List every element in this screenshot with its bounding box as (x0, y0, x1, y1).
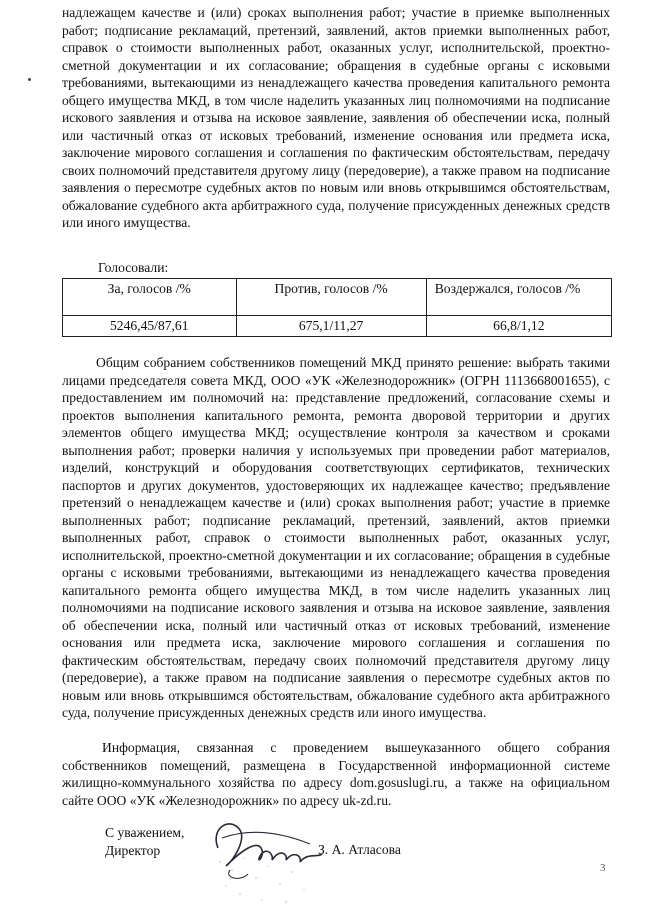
signatory-name: З. А. Атласова (318, 842, 401, 857)
value-abstained: 66,8/1,12 (426, 316, 611, 337)
scan-speck (28, 78, 31, 81)
paragraph-information: Информация, связанная с проведением вышеуказанного общего собрания собственников помещений, размещена в Государственной информационной системе жилищно-коммунального хозяйства по адресу dom.gosuslugi.ru, а также на официальном сайте ООО «УК «Железнодорожник» по адресу uk-zd.ru. (62, 740, 610, 808)
faint-stamp-impression (210, 850, 330, 910)
value-for: 5246,45/87,61 (63, 316, 237, 337)
closing-block (105, 824, 184, 860)
vote-results-table (62, 278, 612, 337)
paragraph-decision: Общим собранием собственников помещений МКД принято решение: выбрать такими лицами председателя совета МКД, ООО «УК «Железнодорожник» (ОГРН 1113668001655), с предоставлением им полномочий на: представление предложений, согласование схемы и проектов выполнения капитального ремонта, ремонта дворовой территории и других элементов общего имущества МКД; осуществление контроля за качеством и сроками выполнения работ; проверки наличия у используемых при проведении работ материалов, изделий, конструкций и оборудования соответствующих сертификатов, технических паспортов и других документов, удостоверяющих их надлежащее качество; предъявление претензий о ненадлежащем качестве и (или) сроках выполнения работ; участие в приемке выполненных работ; подписание рекламаций, претензий, заявлений, актов приемки выполненных работ, справок о стоимости выполненных работ, оказанных услуг, исполнительской, проектно-сметной документации и их согласование; обращения в судебные органы с исковыми требованиями, вытекающими из ненадлежащего качества проведения капитального ремонта общего имущества МКД, в том числе наделить указанных лиц полномочиями на подписание искового заявления и отзыва на исковое заявление, заявления об обеспечении иска, полный или частичный отказ от исковых требований, изменение основания или предмета иска, заключение мирового соглашения и соглашения по фактическим обстоятельствам, передачу своих полномочий представителя другому лицу (передоверие), а также правом на подписание заявления о пересмотре судебных актов по новым или вновь открывшимся обстоятельствам, обжалование судебного акта арбитражного суда, получение присужденных денежных средств или иного имущества. (62, 355, 610, 720)
header-against: Против, голосов /% (236, 279, 426, 316)
header-for: За, голосов /% (63, 279, 237, 316)
page-number: 3 (600, 862, 606, 874)
closing-greeting: С уважением, (105, 825, 185, 840)
signatory-title: Директор (105, 843, 161, 858)
header-abstained: Воздержался, голосов /% (426, 279, 611, 316)
vote-label: Голосовали: (98, 260, 169, 275)
value-against: 675,1/11,27 (236, 316, 426, 337)
table-row (63, 316, 612, 337)
paragraph-powers-continued: надлежащем качестве и (или) сроках выполнения работ; участие в приемке выполненных работ; подписание рекламаций, претензий, заявлений, актов приемки выполненных работ, справок о стоимости выполненных работ, оказанных услуг, исполнительской, проектно-сметной документации и их согласование; обращения в судебные органы с исковыми требованиями, вытекающими из ненадлежащего качества проведения капитального ремонта общего имущества МКД, в том числе наделить указанных лиц полномочиями на подписание искового заявления и отзыва на исковое заявление, заявления об обеспечении иска, полный или частичный отказ от исковых требований, изменение основания или предмета иска, заключение мирового соглашения и соглашения по фактическим обстоятельствам, передачу своих полномочий представителя другому лицу (передоверие), а также правом на подписание заявления о пересмотре судебных актов по новым или вновь открывшимся обстоятельствам, обжалование судебного акта арбитражного суда, получение присужденных денежных средств или иного имущества. (62, 5, 610, 230)
table-header-row (63, 279, 612, 316)
